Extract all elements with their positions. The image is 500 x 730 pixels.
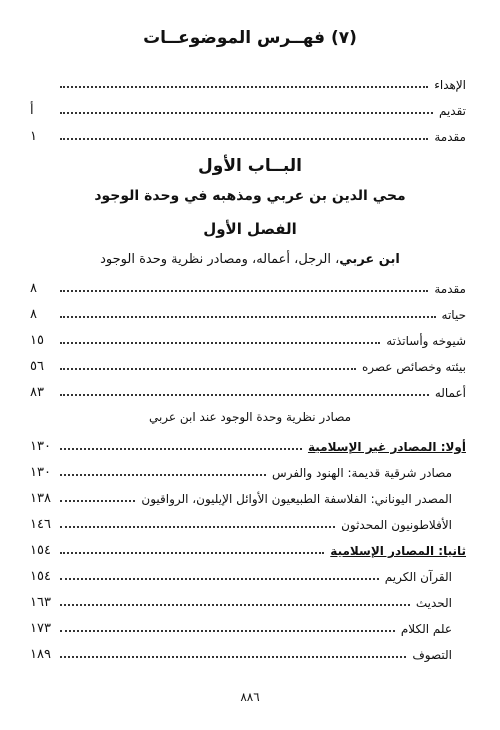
toc-entry[interactable] [30,276,466,296]
toc-label: مصادر شرقية قديمة: الهنود والفرس [272,466,452,480]
page-number: ٨٨٦ [240,690,260,704]
toc-page: ١٦٣ [30,595,51,610]
toc-entry[interactable] [30,564,466,584]
toc-entry[interactable] [30,354,466,374]
part-subtitle: محي الدين بن عربي ومذهبه في وحدة الوجود [94,188,406,204]
toc-label: الأفلاطونيون المحدثون [341,518,452,532]
toc-label: ثانيا: المصادر الإسلامية [330,544,466,558]
toc-page: ٨ [30,307,37,322]
toc-label: مقدمة [434,130,466,144]
toc-label: حياته [441,308,466,322]
leader-dots [60,394,429,396]
chapter-heading: الفصل الأول [203,220,297,238]
toc-page: ١٤٦ [30,517,51,532]
leader-dots [60,604,410,606]
toc-entry[interactable] [30,616,466,636]
leader-dots [60,500,135,502]
leader-dots [60,86,428,88]
toc-label: علم الكلام [400,622,452,636]
toc-entry-dedication[interactable] [30,72,466,92]
toc-page: ١٥ [30,333,44,348]
sources-heading: مصادر نظرية وحدة الوجود عند ابن عربي [148,410,352,424]
toc-page: ١٣٨ [30,491,51,506]
toc-label: تقديم [438,104,466,118]
page-title: (٧) فهــرس الموضوعــات [143,28,357,48]
leader-dots [60,656,406,658]
toc-page: ١٧٣ [30,621,51,636]
toc-entry[interactable] [30,460,466,480]
toc-entry[interactable] [30,590,466,610]
toc-entry-section[interactable] [30,434,466,454]
toc-label: أولا: المصادر غير الإسلامية [307,440,466,454]
leader-dots [60,138,428,140]
toc-entry[interactable] [30,512,466,532]
toc-page: ١٣٠ [30,439,51,454]
leader-dots [60,630,395,632]
chapter-subtitle-rest: ، الرجل، أعماله، ومصادر نظرية وحدة الوجود [100,252,340,267]
leader-dots [60,578,379,580]
toc-page: ١ [30,129,37,144]
toc-entry-foreword[interactable] [30,98,466,118]
toc-entry[interactable] [30,642,466,662]
leader-dots [60,316,436,318]
leader-dots [60,552,324,554]
toc-page: ١٥٤ [30,543,51,558]
toc-label: التصوف [412,648,452,662]
toc-entry[interactable] [30,380,466,400]
toc-label: بيئته وخصائص عصره [361,360,466,374]
toc-entry[interactable] [30,302,466,322]
leader-dots [60,448,302,450]
toc-label: الحديث [415,596,452,610]
toc-page: ١٨٩ [30,647,51,662]
part-heading: البــاب الأول [198,156,302,176]
toc-entry-introduction[interactable] [30,124,466,144]
toc-entry[interactable] [30,486,466,506]
toc-page: ١٥٤ [30,569,51,584]
leader-dots [60,290,428,292]
toc-entry[interactable] [30,328,466,348]
toc-page: ٥٦ [30,359,44,374]
toc-page: ١٣٠ [30,465,51,480]
leader-dots [60,342,380,344]
chapter-subtitle [0,252,500,267]
leader-dots [60,474,266,476]
leader-dots [60,112,433,114]
leader-dots [60,368,356,370]
leader-dots [60,526,335,528]
toc-label: المصدر اليوناني: الفلاسفة الطبيعيون الأوائل الإيليون، الرواقيون [141,492,452,506]
toc-entry-section[interactable] [30,538,466,558]
toc-label: مقدمة [434,282,466,296]
toc-page: أ [30,103,34,118]
chapter-subtitle-bold: ابن عربي [339,252,400,267]
toc-page: ٨٣ [30,385,44,400]
toc-label: القرآن الكريم [384,570,452,584]
toc-label: شيوخه وأساتذته [386,334,466,348]
toc-label: الإهداء [434,78,466,92]
toc-page: ٨ [30,281,37,296]
toc-label: أعماله [434,386,466,400]
